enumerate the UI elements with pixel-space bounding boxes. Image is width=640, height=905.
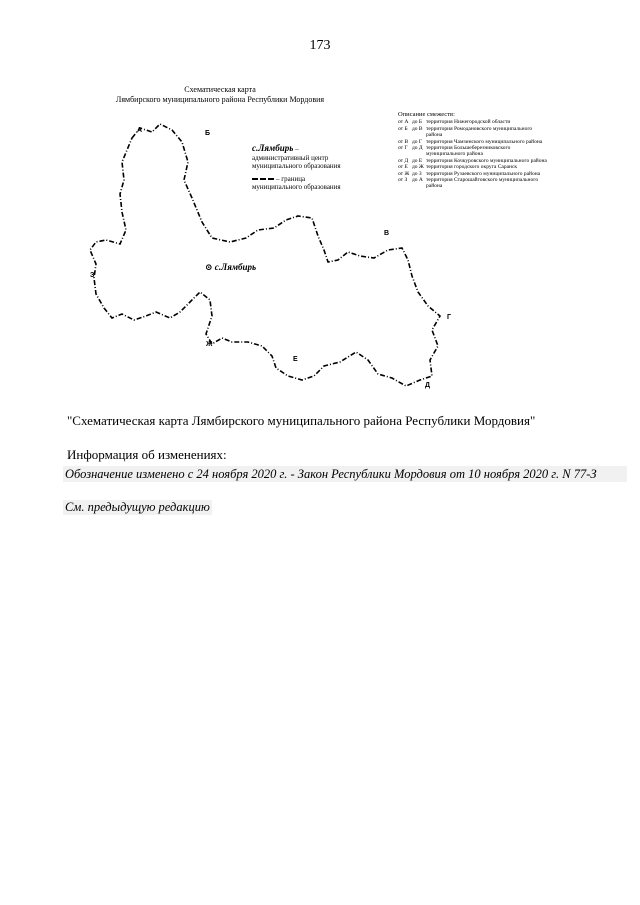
- adj-from: от А: [398, 119, 409, 126]
- adj-to: до Ж: [412, 164, 424, 171]
- adj-from: от Ж: [398, 170, 410, 177]
- adj-to: до Б: [412, 119, 423, 126]
- adj-desc: территория Чамзинского муниципального района: [426, 138, 543, 145]
- changes-heading: Информация об изменениях:: [67, 447, 227, 462]
- adj-desc: территория Большеберезниковского муниципального района: [426, 145, 511, 158]
- center-label: с.Лямбирь: [214, 262, 257, 272]
- legend-boundary: [252, 175, 352, 192]
- map-title-line2: Лямбирского муниципального района Республики Мордовия: [115, 95, 325, 104]
- point-z: З: [90, 272, 95, 279]
- adj-from: от Б: [398, 125, 408, 132]
- adj-desc: территория Ромодановского муниципального района: [426, 125, 533, 139]
- adj-to: до З: [412, 170, 422, 177]
- legend-center: [252, 144, 352, 171]
- center-icon: ⊙: [205, 262, 215, 272]
- point-v: В: [384, 230, 390, 237]
- adj-from: от Г: [398, 145, 408, 152]
- figure-caption: "Схематическая карта Лямбирского муниципального района Республики Мордовия": [67, 413, 536, 428]
- previous-edition-link[interactable]: См. предыдущую редакцию: [65, 500, 210, 514]
- adj-desc: территория Кочкуровского муниципального района: [426, 157, 547, 164]
- adj-desc: территория Старошайговского муниципального района: [426, 177, 539, 190]
- point-zh: Ж: [206, 341, 213, 348]
- adj-to: до А: [412, 177, 423, 184]
- point-d: Д: [425, 382, 430, 389]
- legend-place-desc: – административный центр муниципального образования: [252, 145, 341, 170]
- adjacency-row: [398, 145, 548, 158]
- point-a: А: [137, 127, 143, 134]
- adj-from: от З: [398, 177, 408, 184]
- adj-from: от Е: [398, 164, 408, 171]
- adjacency-header: Описание смежеств:: [398, 111, 455, 118]
- adj-to: до В: [412, 125, 423, 132]
- adj-to: до Е: [412, 157, 423, 164]
- boundary-line-icon: [252, 178, 274, 180]
- map-legend: [252, 144, 352, 192]
- change-note: Обозначение изменено с 24 ноября 2020 г. - Закон Республики Мордовия от 10 ноября 2020 г. N 77-З: [63, 466, 627, 482]
- legend-place-name: с.Лямбирь: [252, 143, 294, 153]
- point-e: Е: [293, 356, 298, 363]
- map-title-line1: Схематическая карта: [184, 85, 256, 94]
- page-number: 173: [309, 38, 331, 53]
- adj-desc: территория Нижегородской области: [426, 119, 511, 126]
- adj-desc: территория городского округа Саранск: [426, 164, 518, 171]
- adj-from: от Д: [398, 157, 409, 164]
- adjacency-table: [398, 112, 548, 190]
- point-b: Б: [205, 130, 211, 137]
- legend-boundary-desc: – граница муниципального образования: [252, 174, 341, 191]
- adjacency-row: [398, 126, 548, 139]
- point-g: Г: [447, 314, 451, 321]
- center-marker: [205, 262, 256, 273]
- adjacency-row: [398, 177, 548, 190]
- adj-to: до Г: [412, 138, 423, 145]
- adj-to: до Д: [412, 145, 423, 152]
- adj-desc: территория Рузаевского муниципального района: [426, 170, 541, 177]
- adj-from: от В: [398, 138, 409, 145]
